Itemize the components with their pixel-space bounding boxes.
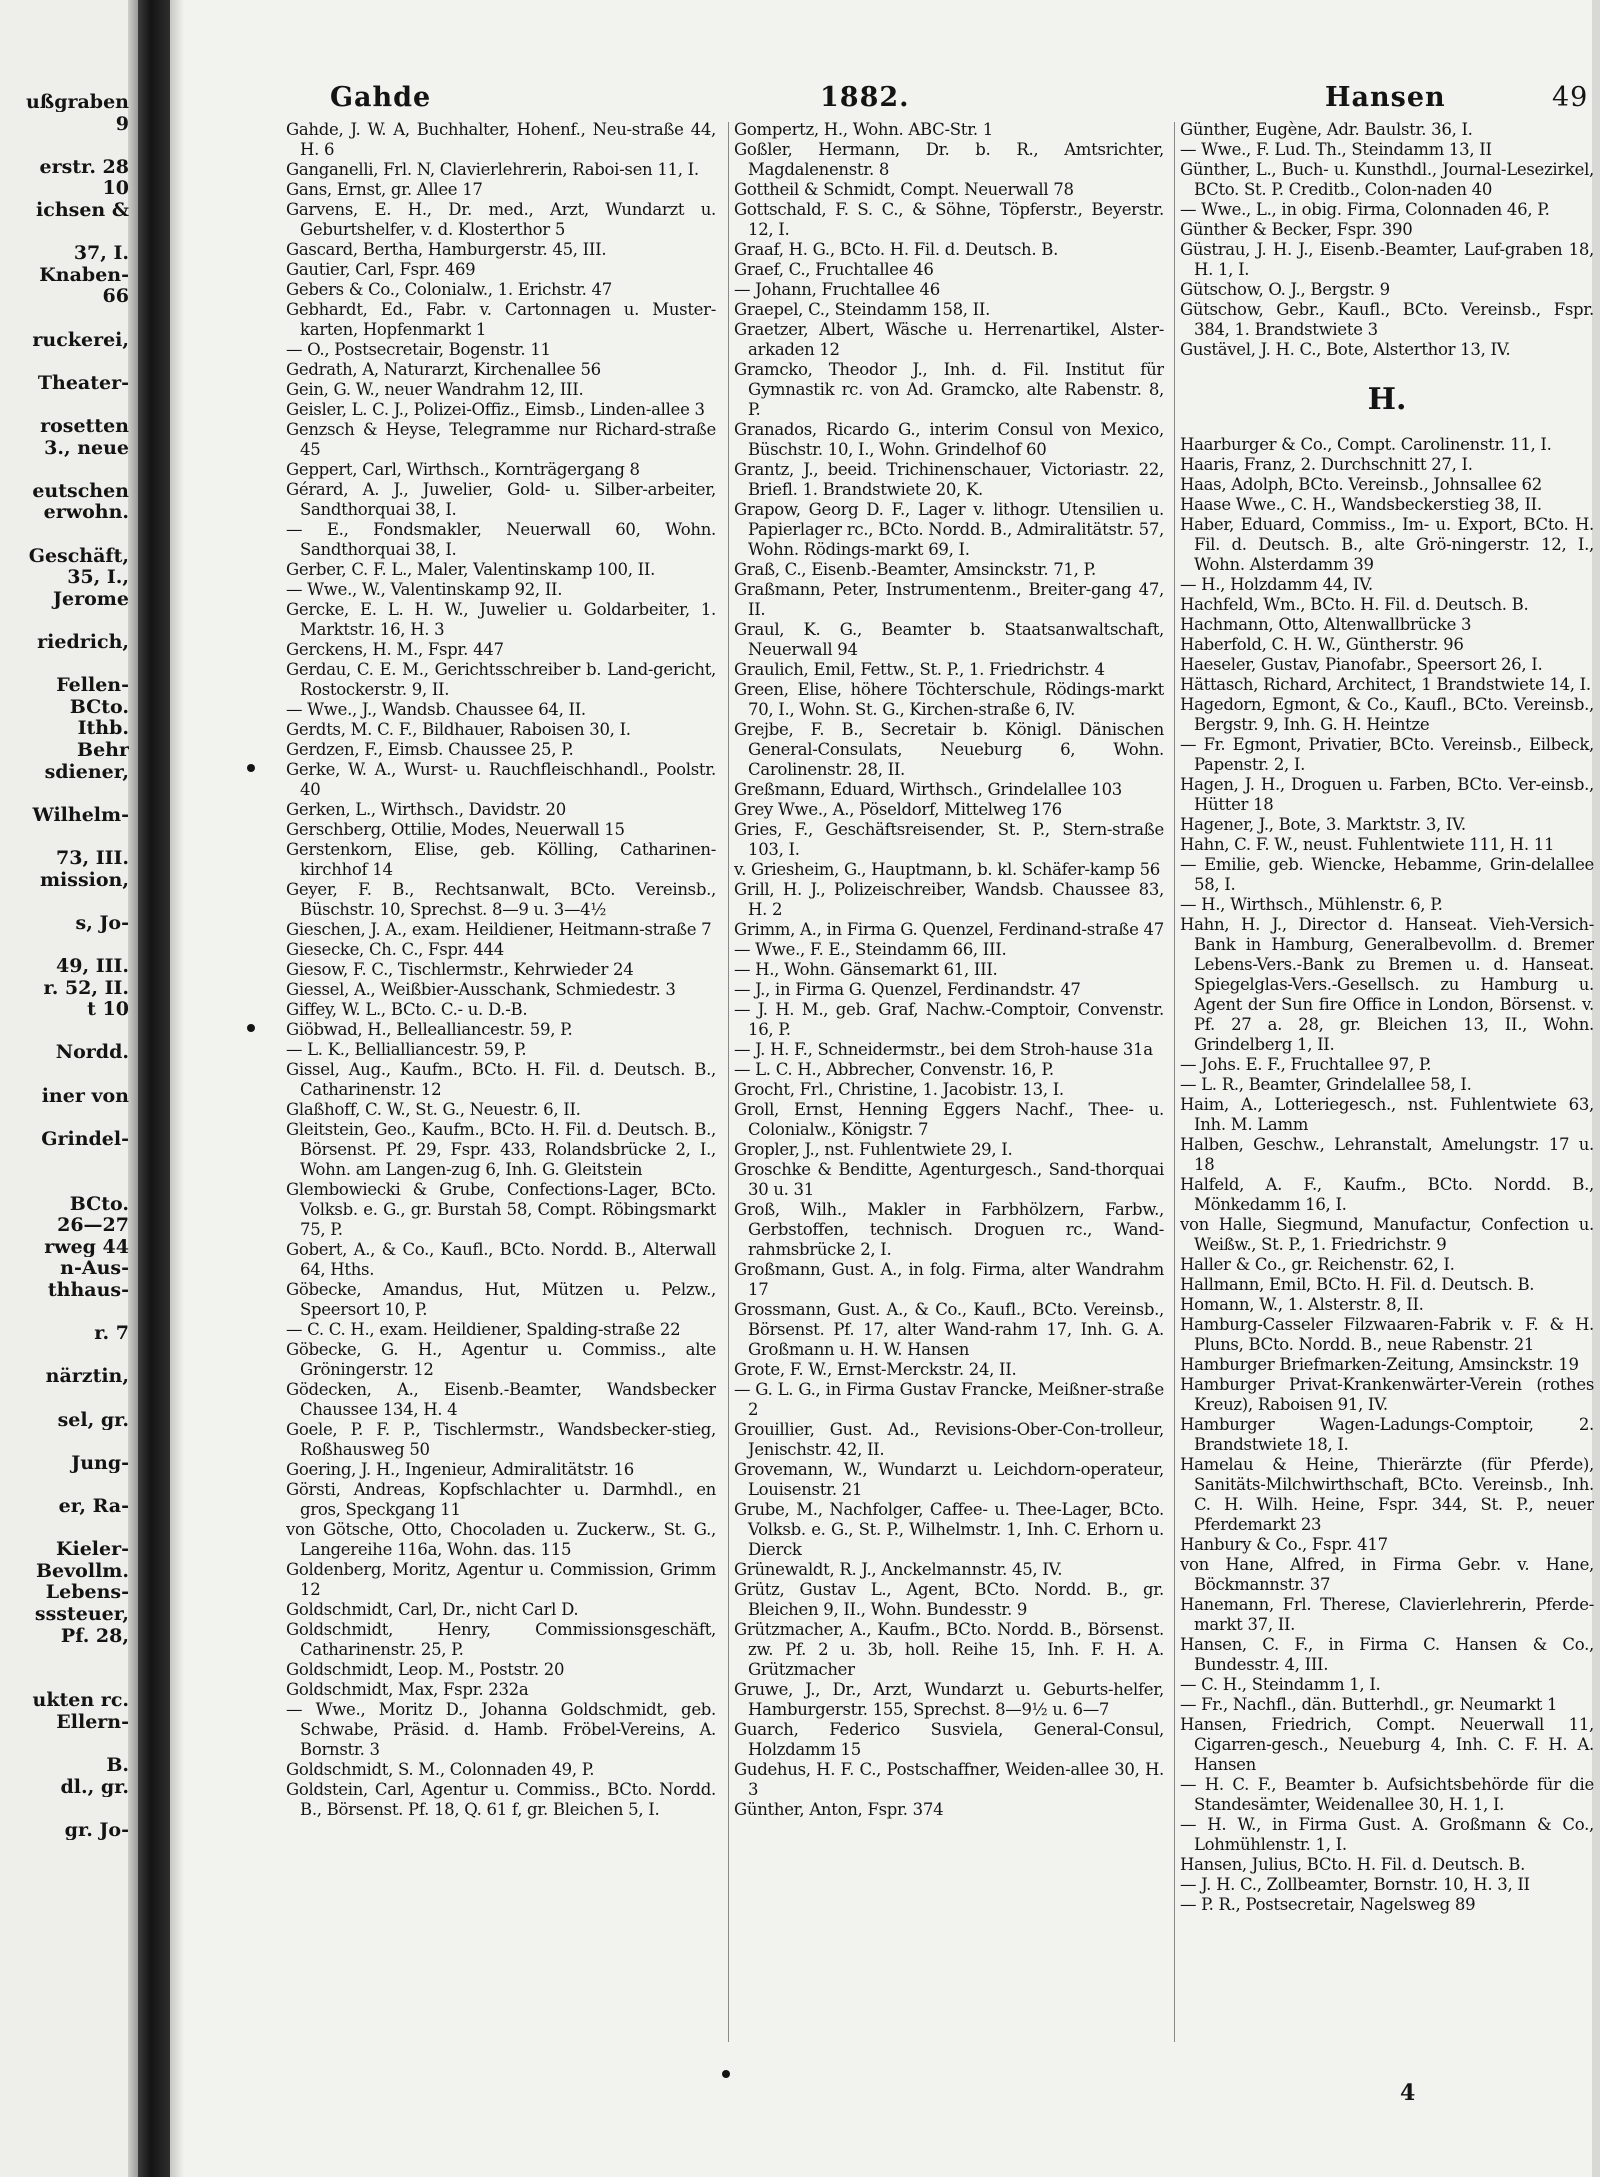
directory-entry: — C. H., Steindamm 1, I. [1180,1675,1381,1694]
directory-entry: — J., in Firma G. Quenzel, Ferdinandstr. 47 [734,980,1081,999]
directory-entry: Hansen, Julius, BCto. H. Fil. d. Deutsch. B. [1180,1855,1526,1874]
left-page-fragment: 49, III. [56,956,129,976]
directory-entry: Grey Wwe., A., Pöseldorf, Mittelweg 176 [734,800,1062,819]
directory-entry: Grouillier, Gust. Ad., Revisions-Ober-Con-trolleur, Jenischstr. 42, II. [734,1420,1164,1459]
left-page-fragment: 37, I. [73,243,129,264]
directory-entry: Groß, Wilh., Makler in Farbhölzern, Farbw., Gerbstoffen, technisch. Droguen rc., Wand-rahmsbrücke 2, I. [734,1200,1164,1259]
directory-entry: Gustävel, J. H. C., Bote, Alsterthor 13, IV. [1180,340,1511,359]
directory-entry: Gries, F., Geschäftsreisender, St. P., Stern-straße 103, I. [734,820,1164,859]
directory-entry: Giesow, F. C., Tischlermstr., Kehrwieder 24 [286,960,634,979]
left-page-fragment: sdiener, [44,761,129,782]
directory-entry: Grünewaldt, R. J., Anckelmannstr. 45, IV. [734,1560,1063,1579]
directory-entry: Grimm, A., in Firma G. Quenzel, Ferdinand-straße 47 [734,920,1164,939]
directory-entry: Haaris, Franz, 2. Durchschnitt 27, I. [1180,455,1473,474]
directory-entry: von Halle, Siegmund, Manufactur, Confection u. Weißw., St. P., 1. Friedrichstr. 9 [1180,1215,1594,1254]
directory-entry: Hamburger Wagen-Ladungs-Comptoir, 2. Brandstwiete 18, I. [1180,1415,1594,1454]
directory-entry: von Hane, Alfred, in Firma Gebr. v. Hane, Böckmannstr. 37 [1180,1555,1594,1594]
directory-entry: Goldschmidt, S. M., Colonnaden 49, P. [286,1760,595,1779]
left-page-fragment: 9 [115,113,129,134]
margin-bullet-2 [247,1024,255,1032]
directory-entry: Gercke, E. L. H. W., Juwelier u. Goldarbeiter, 1. Marktstr. 16, H. 3 [286,600,716,639]
directory-entry: Goldstein, Carl, Agentur u. Commiss., BCto. Nordd. B., Börsenst. Pf. 18, Q. 61 f, gr. Bleichen 5, I. [286,1780,716,1819]
inner-shadow [170,0,184,2177]
left-page-fragment: Wilhelm- [32,804,129,825]
directory-entry: Groll, Ernst, Henning Eggers Nachf., Thee- u. Colonialw., Königstr. 7 [734,1100,1164,1139]
signature-mark: 4 [1400,2080,1416,2106]
directory-entry: Grovemann, W., Wundarzt u. Leichdorn-operateur, Louisenstr. 21 [734,1460,1164,1499]
directory-entry: Hallmann, Emil, BCto. H. Fil. d. Deutsch. B. [1180,1275,1535,1294]
directory-column-1 [286,120,716,2115]
directory-column-2 [734,120,1164,2115]
directory-entry: — H., Holzdamm 44, IV. [1180,575,1373,594]
directory-entry: Hahn, C. F. W., neust. Fuhlentwiete 111, H. 11 [1180,835,1555,854]
left-page-fragment: 10 [102,178,129,199]
left-page-fragment: gr. Jo- [64,1820,129,1840]
directory-page [170,0,1600,2177]
directory-entry: Gebers & Co., Colonialw., 1. Erichstr. 47 [286,280,612,299]
directory-entry: Hamburg-Casseler Filzwaaren-Fabrik v. F. & H. Pluns, BCto. Nordd. B., neue Rabenstr. 21 [1180,1315,1594,1354]
directory-entry: Gerke, W. A., Wurst- u. Rauchfleischhandl., Poolstr. 40 [286,760,716,799]
directory-entry: Hachmann, Otto, Altenwallbrücke 3 [1180,615,1472,634]
directory-entry: Granados, Ricardo G., interim Consul von Mexico, Büschstr. 10, I., Wohn. Grindelhof 60 [734,420,1164,459]
left-page-edge [128,0,138,2177]
directory-entry: Goldschmidt, Henry, Commissionsgeschäft, Catharinenstr. 25, P. [286,1620,716,1659]
directory-entry: — Johann, Fruchtallee 46 [734,280,940,299]
left-page-fragment: Fellen- [56,675,129,696]
directory-entry: Genzsch & Heyse, Telegramme nur Richard-straße 45 [286,420,716,459]
margin-bullet-3 [722,2070,730,2078]
directory-entry: Ganganelli, Frl. N, Clavierlehrerin, Raboi-sen 11, I. [286,160,699,179]
left-page-fragment: n-Aus- [60,1258,129,1279]
directory-entry: Hamburger Briefmarken-Zeitung, Amsinckstr. 19 [1180,1355,1579,1374]
left-page-fragment: ruckerei, [32,329,129,350]
directory-entry: Göbecke, G. H., Agentur u. Commiss., alte Gröningerstr. 12 [286,1340,716,1379]
directory-entry: Hansen, C. F., in Firma C. Hansen & Co., Bundesstr. 4, III. [1180,1635,1594,1674]
book-gutter [138,0,170,2177]
directory-entry: — H., Wirthsch., Mühlenstr. 6, P. [1180,895,1443,914]
directory-entry: Gütschow, Gebr., Kaufl., BCto. Vereinsb., Fspr. 384, 1. Brandstwiete 3 [1180,300,1594,339]
directory-entry: Güstrau, J. H. J., Eisenb.-Beamter, Lauf-graben 18, H. 1, I. [1180,240,1594,279]
directory-entry: Günther & Becker, Fspr. 390 [1180,220,1413,239]
directory-entry: — Wwe., W., Valentinskamp 92, II. [286,580,563,599]
directory-entry: Gautier, Carl, Fspr. 469 [286,260,476,279]
directory-entry: — Emilie, geb. Wiencke, Hebamme, Grin-delallee 58, I. [1180,855,1594,894]
directory-entry: — Johs. E. F., Fruchtallee 97, P. [1180,1055,1432,1074]
directory-entry: Gerken, L., Wirthsch., Davidstr. 20 [286,800,566,819]
directory-entry: — Wwe., L., in obig. Firma, Colonnaden 46, P. [1180,200,1550,219]
directory-entry: Göbecke, Amandus, Hut, Mützen u. Pelzw., Speersort 10, P. [286,1280,716,1319]
directory-entry: Geppert, Carl, Wirthsch., Kornträgergang 8 [286,460,640,479]
directory-entry: Günther, Eugène, Adr. Baulstr. 36, I. [1180,120,1473,139]
directory-entry: Giesecke, Ch. C., Fspr. 444 [286,940,504,959]
left-page-fragment: riedrich, [37,632,129,652]
directory-entry: Gompertz, H., Wohn. ABC-Str. 1 [734,120,993,139]
left-page-fragment: Ellern- [56,1712,129,1732]
left-page-fragment: Bevollm. [35,1560,129,1581]
directory-entry: Grejbe, F. B., Secretair b. Königl. Dänischen General-Consulats, Neueburg 6, Wohn. Carolinenstr. 28, II. [734,720,1164,779]
directory-entry: Graul, K. G., Beamter b. Staatsanwaltschaft, Neuerwall 94 [734,620,1164,659]
directory-entry: Grütz, Gustav L., Agent, BCto. Nordd. B., gr. Bleichen 9, II., Wohn. Bundesstr. 9 [734,1580,1164,1619]
directory-entry: Gleitstein, Geo., Kaufm., BCto. H. Fil. d. Deutsch. B., Börsenst. Pf. 29, Fspr. 433, Rolandsbrücke 2, I., Wohn. am Langen-zug 6, Inh. G. Gleitstein [286,1120,716,1179]
directory-entry: — P. R., Postsecretair, Nagelsweg 89 [1180,1895,1476,1914]
directory-entry: Graßmann, Peter, Instrumentenm., Breiter-gang 47, II. [734,580,1164,619]
directory-entry: Halben, Geschw., Lehranstalt, Amelungstr. 17 u. 18 [1180,1135,1594,1174]
directory-entry: Gropler, J., nst. Fuhlentwiete 29, I. [734,1140,1013,1159]
directory-entry: Hanemann, Frl. Therese, Clavierlehrerin, Pferde-markt 37, II. [1180,1595,1594,1634]
left-page-fragment: Lebens- [45,1582,129,1603]
directory-entry: Hagener, J., Bote, 3. Marktstr. 3, IV. [1180,815,1466,834]
directory-entry: Gerschberg, Ottilie, Modes, Neuerwall 15 [286,820,625,839]
directory-entry: Groschke & Benditte, Agenturgesch., Sand-thorquai 30 u. 31 [734,1160,1164,1199]
directory-entry: — Fr. Egmont, Privatier, BCto. Vereinsb., Eilbeck, Papenstr. 2, I. [1180,735,1594,774]
column-rule-1 [728,122,729,2042]
directory-entry: Grote, F. W., Ernst-Merckstr. 24, II. [734,1360,1017,1379]
directory-entry: Grapow, Georg D. F., Lager v. lithogr. Utensilien u. Papierlager rc., BCto. Nordd. B., Admiralitätstr. 57, Wohn. Rödings-markt 69, I. [734,500,1164,559]
left-page-margin-fragments [0,0,138,2177]
directory-entry: Haas, Adolph, BCto. Vereinsb., Johnsallee 62 [1180,475,1542,494]
directory-entry: — Fr., Nachfl., dän. Butterhdl., gr. Neumarkt 1 [1180,1695,1558,1714]
running-head-right: Hansen [1325,82,1446,113]
directory-entry: Giessel, A., Weißbier-Ausschank, Schmiedestr. 3 [286,980,676,999]
directory-entry: Gütschow, O. J., Bergstr. 9 [1180,280,1390,299]
directory-entry: Gein, G. W., neuer Wandrahm 12, III. [286,380,584,399]
directory-entry: Graulich, Emil, Fettw., St. P., 1. Friedrichstr. 4 [734,660,1105,679]
directory-entry: Hachfeld, Wm., BCto. H. Fil. d. Deutsch. B. [1180,595,1529,614]
left-page-fragment: BCto. [69,696,129,717]
directory-entry: Gottheil & Schmidt, Compt. Neuerwall 78 [734,180,1074,199]
directory-entry: Gramcko, Theodor J., Inh. d. Fil. Institut für Gymnastik rc. von Ad. Gramcko, alte Rabenstr. 8, P. [734,360,1164,419]
left-page-fragment: s, Jo- [75,912,129,933]
directory-entry: Gedrath, A, Naturarzt, Kirchenallee 56 [286,360,601,379]
directory-entry: — L. K., Bellialliancestr. 59, P. [286,1040,527,1059]
directory-entry: — J. H. F., Schneidermstr., bei dem Stroh-hause 31a [734,1040,1153,1059]
running-head-year: 1882. [820,82,910,113]
directory-entry: — Wwe., Moritz D., Johanna Goldschmidt, geb. Schwabe, Präsid. d. Hamb. Fröbel-Vereins, A. Bornstr. 3 [286,1700,716,1759]
left-page-fragment: rosetten [40,416,129,436]
directory-entry: Haberfold, C. H. W., Güntherstr. 96 [1180,635,1464,654]
left-page-fragment: dl., gr. [60,1776,129,1797]
directory-entry: v. Griesheim, G., Hauptmann, b. kl. Schäfer-kamp 56 [734,860,1160,879]
directory-entry: Gascard, Bertha, Hamburgerstr. 45, III. [286,240,607,259]
directory-entry: Goele, P. F. P., Tischlermstr., Wandsbecker-stieg, Roßhausweg 50 [286,1420,716,1459]
left-page-fragment: 73, III. [56,848,129,868]
directory-entry: Grossmann, Gust. A., & Co., Kaufl., BCto. Vereinsb., Börsenst. Pf. 17, alter Wand-rahm 17, Inh. G. A. Großmann u. H. W. Hansen [734,1300,1164,1359]
directory-entry: Hagedorn, Egmont, & Co., Kaufl., BCto. Vereinsb., Bergstr. 9, Inh. G. H. Heintze [1180,695,1594,734]
left-page-fragment: rweg 44 [44,1236,129,1257]
left-page-fragment: 66 [102,286,129,307]
left-page-fragment: erstr. 28 [39,156,129,177]
directory-entry: — H., Wohn. Gänsemarkt 61, III. [734,960,998,979]
directory-entry: Gudehus, H. F. C., Postschaffner, Weiden-allee 30, H. 3 [734,1760,1164,1799]
running-head-left: Gahde [330,82,432,113]
directory-entry: Gebhardt, Ed., Fabr. v. Cartonnagen u. Muster-karten, Hopfenmarkt 1 [286,300,716,339]
directory-entry: Gödecken, A., Eisenb.-Beamter, Wandsbecker Chaussee 134, H. 4 [286,1380,716,1419]
directory-entry: Goering, J. H., Ingenieur, Admiralitätstr. 16 [286,1460,634,1479]
directory-entry: Grill, H. J., Polizeischreiber, Wandsb. Chaussee 83, H. 2 [734,880,1164,919]
directory-entry: Gerstenkorn, Elise, geb. Kölling, Catharinen-kirchhof 14 [286,840,716,879]
directory-entry: Hansen, Friedrich, Compt. Neuerwall 11, Cigarren-gesch., Neueburg 4, Inh. C. F. H. A. Hansen [1180,1715,1594,1774]
directory-entry: Geyer, F. B., Rechtsanwalt, BCto. Vereinsb., Büschstr. 10, Sprechst. 8—9 u. 3—4½ [286,880,716,919]
directory-entry: — G. L. G., in Firma Gustav Francke, Meißner-straße 2 [734,1380,1164,1419]
directory-entry: Gerdau, C. E. M., Gerichtsschreiber b. Land-gericht, Rostockerstr. 9, II. [286,660,716,699]
directory-entry: Halfeld, A. F., Kaufm., BCto. Nordd. B., Mönkedamm 16, I. [1180,1175,1594,1214]
directory-entry: Haber, Eduard, Commiss., Im- u. Export, BCto. H. Fil. d. Deutsch. B., alte Grö-ningerstr. 12, I., Wohn. Alsterdamm 39 [1180,515,1594,574]
left-page-fragment: 35, I., [67,567,129,588]
directory-entry: Goldenberg, Moritz, Agentur u. Commission, Grimm 12 [286,1560,716,1599]
directory-entry: Gerdzen, F., Eimsb. Chaussee 25, P. [286,740,574,759]
left-page-fragment: Theater- [37,372,129,393]
directory-entry: Haim, A., Lotteriegesch., nst. Fuhlentwiete 63, Inh. M. Lamm [1180,1095,1594,1134]
left-page-fragment: erwohn. [43,502,129,523]
directory-entry: Green, Elise, höhere Töchterschule, Rödings-markt 70, I., Wohn. St. G., Kirchen-straße 6, IV. [734,680,1164,719]
left-page-fragment: 26—27 [57,1215,129,1236]
directory-entry: Gerdts, M. C. F., Bildhauer, Raboisen 30, I. [286,720,631,739]
directory-entry: Guarch, Federico Susviela, General-Consul, Holzdamm 15 [734,1720,1164,1759]
directory-entry: Haase Wwe., C. H., Wandsbeckerstieg 38, II. [1180,495,1542,514]
directory-entry: Goldschmidt, Leop. M., Poststr. 20 [286,1660,565,1679]
directory-entry: Günther, Anton, Fspr. 374 [734,1800,944,1819]
left-page-fragment: eutschen [32,480,129,501]
directory-entry: Günther, L., Buch- u. Kunsthdl., Journal-Lesezirkel, BCto. St. P. Creditb., Colon-naden 40 [1180,160,1594,199]
directory-entry: Gérard, A. J., Juwelier, Gold- u. Silber-arbeiter, Sandthorquai 38, I. [286,480,716,519]
directory-entry: Glaßhoff, C. W., St. G., Neuestr. 6, II. [286,1100,581,1119]
directory-entry: Glembowiecki & Grube, Confections-Lager, BCto. Volksb. e. G., gr. Burstah 58, Compt. Röbingsmarkt 75, P. [286,1180,716,1239]
directory-entry: von Götsche, Otto, Chocoladen u. Zuckerw., St. G., Langereihe 116a, Wohn. das. 115 [286,1520,716,1559]
column-rule-2 [1174,122,1175,2042]
directory-entry: Grube, M., Nachfolger, Caffee- u. Thee-Lager, BCto. Volksb. e. G., St. P., Wilhelmstr. 1, Inh. C. Erhorn u. Dierck [734,1500,1164,1559]
directory-entry: Hanbury & Co., Fspr. 417 [1180,1535,1388,1554]
left-page-fragment: thhaus- [47,1280,129,1300]
left-page-fragment: sel, gr. [57,1409,129,1430]
directory-entry: Garvens, E. H., Dr. med., Arzt, Wundarzt u. Geburtshelfer, v. d. Klosterthor 5 [286,200,716,239]
directory-entry: Geisler, L. C. J., Polizei-Offiz., Eimsb., Linden-allee 3 [286,400,705,419]
left-page-fragment: Ithb. [77,718,129,739]
left-page-fragment: Geschäft, [28,545,129,566]
left-page-fragment: ukten rc. [32,1690,129,1711]
directory-entry: Haeseler, Gustav, Pianofabr., Speersort 26, I. [1180,655,1543,674]
left-page-fragment: Grindel- [41,1128,129,1149]
left-page-fragment: Pf. 28, [60,1625,129,1646]
directory-entry: Grützmacher, A., Kaufm., BCto. Nordd. B., Börsenst. zw. Pf. 2 u. 3b, holl. Reihe 15, Inh. F. H. A. Grützmacher [734,1620,1164,1679]
left-page-fragment: mission, [39,869,129,890]
directory-entry: Goldschmidt, Max, Fspr. 232a [286,1680,529,1699]
directory-entry: Gahde, J. W. A, Buchhalter, Hohenf., Neu-straße 44, H. 6 [286,120,716,159]
directory-entry: Haarburger & Co., Compt. Carolinenstr. 11, I. [1180,435,1552,454]
left-page-fragment: B. [106,1755,129,1776]
left-page-fragment: sssteuer, [34,1604,129,1624]
left-page-fragment: r. 7 [94,1323,129,1344]
directory-entry: Gieschen, J. A., exam. Heildiener, Heitmann-straße 7 [286,920,712,939]
directory-entry: Gans, Ernst, gr. Allee 17 [286,180,483,199]
left-page-fragment: Jerome [53,588,129,609]
directory-entry: — H. C. F., Beamter b. Aufsichtsbehörde für die Standesämter, Weidenallee 30, H. 1, I. [1180,1775,1594,1814]
left-page-fragment: Behr [77,740,129,760]
directory-entry: Gissel, Aug., Kaufm., BCto. H. Fil. d. Deutsch. B., Catharinenstr. 12 [286,1060,716,1099]
directory-entry: Grantz, J., beeid. Trichinenschauer, Victoriastr. 22, Briefl. 1. Brandstwiete 20, K. [734,460,1164,499]
directory-entry: Graepel, C., Steindamm 158, II. [734,300,991,319]
directory-entry: Graaf, H. G., BCto. H. Fil. d. Deutsch. B. [734,240,1059,259]
left-page-fragment: r. 52, II. [43,977,129,998]
directory-entry: — J. H. M., geb. Graf, Nachw.-Comptoir, Convenstr. 16, P. [734,1000,1164,1039]
left-page-fragment: Kieler- [55,1539,129,1560]
directory-entry: — C. C. H., exam. Heildiener, Spalding-straße 22 [286,1320,681,1339]
directory-entry: Grocht, Frl., Christine, 1. Jacobistr. 13, I. [734,1080,1064,1099]
directory-entry: Graetzer, Albert, Wäsche u. Herrenartikel, Alster-arkaden 12 [734,320,1164,359]
directory-entry: Großmann, Gust. A., in folg. Firma, alter Wandrahm 17 [734,1260,1164,1299]
directory-entry: Gerber, C. F. L., Maler, Valentinskamp 100, II. [286,560,656,579]
page-number: 49 [1552,82,1589,113]
directory-entry: Giöbwad, H., Bellealliancestr. 59, P. [286,1020,573,1039]
directory-entry: — Wwe., F. E., Steindamm 66, III. [734,940,1007,959]
directory-entry: Görsti, Andreas, Kopfschlachter u. Darmhdl., en gros, Speckgang 11 [286,1480,716,1519]
directory-entry: Hagen, J. H., Droguen u. Farben, BCto. Ver-einsb., Hütter 18 [1180,775,1594,814]
directory-entry: — H. W., in Firma Gust. A. Großmann & Co., Lohmühlenstr. 1, I. [1180,1815,1594,1854]
directory-entry: Giffey, W. L., BCto. C.- u. D.-B. [286,1000,528,1019]
directory-entry: — Wwe., J., Wandsb. Chaussee 64, II. [286,700,586,719]
directory-entry: — E., Fondsmakler, Neuerwall 60, Wohn. Sandthorquai 38, I. [286,520,716,559]
directory-entry: — O., Postsecretair, Bogenstr. 11 [286,340,551,359]
directory-entry: — L. R., Beamter, Grindelallee 58, I. [1180,1075,1472,1094]
margin-bullet-1 [247,764,255,772]
directory-entry: Graef, C., Fruchtallee 46 [734,260,934,279]
left-page-fragment: närztin, [45,1366,129,1387]
directory-entry: Hättasch, Richard, Architect, 1 Brandstwiete 14, I. [1180,675,1591,694]
directory-entry: Greßmann, Eduard, Wirthsch., Grindelallee 103 [734,780,1122,799]
directory-entry: Haller & Co., gr. Reichenstr. 62, I. [1180,1255,1455,1274]
left-page-fragment: ußgraben [25,92,129,112]
directory-entry: Gruwe, J., Dr., Arzt, Wundarzt u. Geburts-helfer, Hamburgerstr. 155, Sprechst. 8—9½ u. 6—7 [734,1680,1164,1719]
directory-entry: — Wwe., F. Lud. Th., Steindamm 13, II [1180,140,1492,159]
left-page-fragment: er, Ra- [58,1496,129,1516]
left-page-fragment: ichsen & [36,200,129,220]
left-page-fragment: t 10 [87,999,129,1020]
directory-entry: — L. C. H., Abbrecher, Convenstr. 16, P. [734,1060,1054,1079]
left-page-fragment: 3., neue [44,437,129,458]
directory-entry: Hahn, H. J., Director d. Hanseat. Vieh-Versich-Bank in Hamburg, Generalbevollm. d. Bremer Lebens-Vers.-Bank zu Bremen u. d. Hanseat. Spiegelglas-Vers.-Gesellsch. zu Hamburg u. Agent der Sun fire Office in London, Börsenst. v. Pf. 27 a. 28, gr. Bleichen 13, II., Wohn. Grindelberg 1, II. [1180,915,1594,1054]
left-page-fragment: Nordd. [55,1042,129,1063]
directory-entry: Hamburger Privat-Krankenwärter-Verein (rothes Kreuz), Raboisen 91, IV. [1180,1375,1594,1414]
directory-entry: Hamelau & Heine, Thierärzte (für Pferde), Sanitäts-Milchwirthschaft, BCto. Vereinsb., Inh. C. H. Wilh. Heine, Fspr. 344, St. P., neuer Pferdemarkt 23 [1180,1455,1594,1534]
directory-entry: Goldschmidt, Carl, Dr., nicht Carl D. [286,1600,579,1619]
left-page-fragment: BCto. [69,1193,129,1214]
directory-entry: Gottschald, F. S. C., & Söhne, Töpferstr., Beyerstr. 12, I. [734,200,1164,239]
directory-entry: Graß, C., Eisenb.-Beamter, Amsinckstr. 71, P. [734,560,1096,579]
directory-entry: Gobert, A., & Co., Kaufl., BCto. Nordd. B., Alterwall 64, Hths. [286,1240,716,1279]
left-page-fragment: Knaben- [39,264,129,285]
directory-entry: — J. H. C., Zollbeamter, Bornstr. 10, H. 3, II [1180,1875,1530,1894]
directory-entry: Goßler, Hermann, Dr. b. R., Amtsrichter, Magdalenenstr. 8 [734,140,1164,179]
directory-column-3 [1180,120,1594,2115]
section-letter-h: H. [1367,382,1407,417]
directory-entry: Homann, W., 1. Alsterstr. 8, II. [1180,1295,1424,1314]
directory-entry: Gerckens, H. M., Fspr. 447 [286,640,504,659]
left-page-fragment: Jung- [71,1452,129,1473]
left-page-fragment: iner von [41,1085,129,1106]
